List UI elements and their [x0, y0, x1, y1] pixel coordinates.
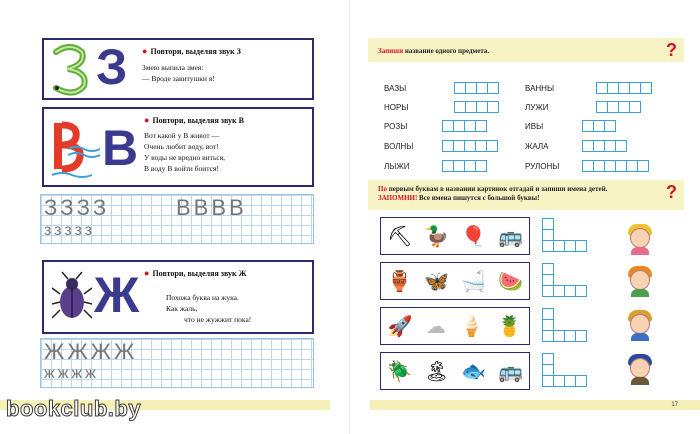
big-letter-z: З	[96, 39, 128, 95]
word-zhala: ЖАЛА	[525, 142, 549, 151]
page-number: 17	[671, 402, 678, 408]
trace-row-zh-small: жжжж	[44, 365, 99, 382]
bullet-icon: ●	[142, 46, 148, 56]
cloud-icon: ☁	[425, 314, 446, 338]
watermark: bookclub.by	[6, 396, 142, 421]
word-rulony: РУЛОНЫ	[525, 162, 560, 171]
trace-row-z: ЗЗЗЗ	[44, 195, 110, 220]
balloon-icon: 🎈	[461, 224, 487, 248]
answer-boxes-vazy[interactable]	[454, 82, 498, 94]
answer-boxes-rulony[interactable]	[582, 160, 648, 172]
beetle-icon: 🪲	[386, 359, 412, 383]
answer-boxes-vanny[interactable]	[596, 82, 651, 94]
z-card-title: ● Повтори, выделяя звук З	[142, 46, 241, 56]
question-mark-icon: ?	[666, 40, 677, 60]
answer-boxes-ivy[interactable]	[582, 120, 615, 132]
word-lyzhi: ЛЫЖИ	[384, 162, 410, 171]
boy-face-icon	[628, 266, 652, 296]
letter-v-card	[42, 107, 314, 187]
v-card-poem: Вот какой у В живот — Очень любит воду, вот! У воды не вредно виться, В воду В войти боится!	[144, 131, 226, 173]
beetle-letter-zh-icon	[52, 270, 92, 326]
big-letter-zh: Ж	[94, 267, 140, 323]
island-icon: 🏝	[423, 359, 450, 383]
word-volny: ВОЛНЫ	[384, 142, 414, 151]
answer-boxes-lyzhi[interactable]	[442, 160, 486, 172]
word-luzhi: ЛУЖИ	[525, 103, 549, 112]
zh-card-poem: Похожа буква на жука. Как жаль, что не жужжит пока!	[166, 293, 252, 324]
word-nory: НОРЫ	[384, 103, 409, 112]
zh-card-title: ● Повтори, выделяя звук Ж	[144, 268, 247, 278]
bathtub-icon: 🛁	[461, 269, 486, 293]
bus-icon: 🚌	[498, 224, 523, 248]
z-card-poem: Змею выпила змея: — Вроде завитушки я!	[142, 63, 215, 83]
picture-row-3	[380, 307, 530, 345]
letter-zh-card	[42, 260, 314, 334]
watermelon-icon: 🍉	[498, 269, 523, 293]
boy-face-icon-2	[628, 310, 652, 340]
trace-row-v: ВВВВ	[176, 195, 247, 220]
trace-row-zh: ЖЖЖЖ	[44, 339, 138, 364]
word-ivy: ИВЫ	[525, 122, 544, 131]
task1-instruction: Запиши название одного предмета.	[378, 47, 490, 55]
big-letter-v: В	[102, 120, 139, 176]
word-vazy: ВАЗЫ	[384, 84, 407, 93]
picture-row-2	[380, 262, 530, 300]
girl-face-icon	[628, 224, 652, 254]
v-card-title: ● Повтори, выделяя звук В	[144, 115, 244, 125]
right-footer-bar	[370, 400, 700, 410]
boy-cap-face-icon	[628, 354, 652, 384]
answer-boxes-zhala[interactable]	[582, 140, 626, 152]
word-vanny: ВАННЫ	[525, 84, 555, 93]
ice-cream-icon: 🍦	[459, 314, 485, 338]
snake-letter-z-icon	[50, 42, 90, 98]
answer-boxes-rozy[interactable]	[442, 120, 486, 132]
word-rozy: РОЗЫ	[384, 122, 408, 131]
vase-icon: 🏺	[387, 269, 412, 293]
pineapple-icon: 🍍	[497, 314, 523, 338]
dragonfly-icon: 🦋	[424, 269, 449, 293]
answer-boxes-luzhi[interactable]	[596, 101, 640, 113]
right-page	[350, 0, 700, 434]
rocket-icon: 🚀	[387, 314, 413, 338]
answer-boxes-volny[interactable]	[442, 140, 497, 152]
shovel-icon: ⛏	[386, 224, 413, 248]
task2-instruction: По первым буквам в названии картинок отгадай и запиши имена детей. ЗАПОМНИ! Все имена пишутся с большой буквы!	[378, 185, 608, 202]
water-letter-v-icon	[48, 113, 100, 183]
question-mark-icon-2: ?	[666, 182, 677, 202]
duck-icon: 🦆	[424, 224, 450, 248]
bus-icon: 🚌	[498, 359, 523, 383]
bullet-icon: ●	[144, 115, 150, 125]
picture-row-1	[380, 217, 530, 255]
trace-row-z-small: ззззз	[44, 222, 95, 239]
bullet-icon: ●	[144, 268, 150, 278]
picture-row-4	[380, 352, 530, 390]
answer-boxes-nory[interactable]	[454, 101, 498, 113]
letter-z-card	[42, 38, 314, 100]
fish-icon: 🐟	[461, 359, 487, 383]
